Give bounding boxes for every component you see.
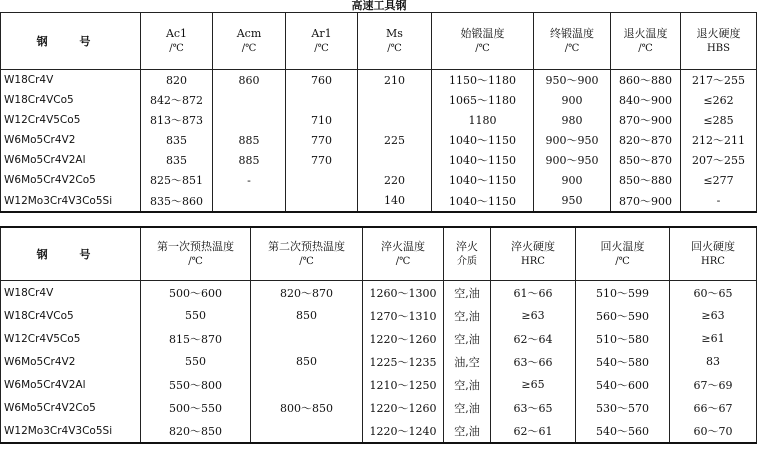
header-row [1, 227, 757, 281]
value-cell: 950～900 [534, 70, 611, 91]
value-cell: 850～870 [611, 150, 681, 170]
value-cell: 油,空 [444, 350, 491, 373]
value-cell: 1220～1260 [363, 396, 444, 419]
column-header [432, 13, 534, 70]
value-cell: 500～600 [141, 281, 251, 305]
value-cell: 63～66 [491, 350, 576, 373]
column-header [444, 227, 491, 281]
value-cell: 813～873 [141, 110, 213, 130]
value-cell: 空,油 [444, 304, 491, 327]
value-cell: 840～900 [611, 90, 681, 110]
critical-temperature-table [0, 12, 757, 213]
value-cell: ≤285 [681, 110, 757, 130]
value-cell: ≥63 [491, 304, 576, 327]
steel-grade-cell: W12Mo3Cr4V3Co5Si [1, 419, 141, 443]
value-cell [251, 419, 363, 443]
value-cell: 1040～1150 [432, 130, 534, 150]
value-cell: ≥61 [670, 327, 757, 350]
value-cell: 210 [358, 70, 432, 91]
table-row [1, 419, 757, 443]
column-header-unit: /℃ [241, 43, 257, 54]
column-header-unit: /℃ [615, 256, 630, 267]
column-header-name: 退火温度 [623, 27, 668, 40]
value-cell: 66～67 [670, 396, 757, 419]
value-cell: 空,油 [444, 281, 491, 305]
column-header [141, 13, 213, 70]
column-header-name: 淬火硬度 [511, 240, 555, 253]
steel-grade-cell: W18Cr4VCo5 [1, 304, 141, 327]
value-cell: 空,油 [444, 396, 491, 419]
table-row [1, 90, 757, 110]
value-cell: 60～65 [670, 281, 757, 305]
column-header [611, 13, 681, 70]
value-cell [251, 327, 363, 350]
value-cell: 62～61 [491, 419, 576, 443]
steel-grade-cell: W18Cr4V [1, 281, 141, 305]
value-cell: 540～560 [576, 419, 670, 443]
column-header-name: 终锻温度 [550, 27, 594, 40]
column-header-name: 回火硬度 [691, 240, 735, 253]
column-header-unit: /℃ [395, 256, 411, 267]
value-cell: 885 [213, 150, 286, 170]
value-cell: 1065～1180 [432, 90, 534, 110]
steel-grade-cell: W6Mo5Cr4V2Al [1, 150, 141, 170]
value-cell: 1270～1310 [363, 304, 444, 327]
value-cell: 825～851 [141, 170, 213, 190]
value-cell [286, 190, 358, 212]
value-cell: 60～70 [670, 419, 757, 443]
column-header [670, 227, 757, 281]
value-cell: 1180 [432, 110, 534, 130]
value-cell: 1210～1250 [363, 373, 444, 396]
table-row [1, 373, 757, 396]
value-cell: 1260～1300 [363, 281, 444, 305]
value-cell: 530～570 [576, 396, 670, 419]
value-cell: 835～860 [141, 190, 213, 212]
value-cell: 500～550 [141, 396, 251, 419]
steel-grade-cell: W12Mo3Cr4V3Co5Si [1, 190, 141, 212]
value-cell: 140 [358, 190, 432, 212]
steel-grade-cell: W12Cr4V5Co5 [1, 327, 141, 350]
value-cell: 1040～1150 [432, 170, 534, 190]
value-cell: 62～64 [491, 327, 576, 350]
column-header-unit: 介质 [457, 256, 477, 267]
column-header [534, 13, 611, 70]
column-header [286, 13, 358, 70]
value-cell [358, 90, 432, 110]
table-row [1, 70, 757, 91]
column-header-unit: /℃ [475, 43, 490, 54]
value-cell: 1040～1150 [432, 150, 534, 170]
value-cell: 800～850 [251, 396, 363, 419]
value-cell: 220 [358, 170, 432, 190]
table-title: 高速工具钢 [351, 0, 407, 12]
column-header-name: 回火温度 [600, 240, 645, 253]
value-cell: 710 [286, 110, 358, 130]
value-cell: 540～580 [576, 350, 670, 373]
value-cell: 870～900 [611, 110, 681, 130]
header-row [1, 13, 757, 70]
value-cell: 760 [286, 70, 358, 91]
value-cell: 1220～1240 [363, 419, 444, 443]
column-header [681, 13, 757, 70]
column-header-unit: /℃ [188, 256, 203, 267]
value-cell: 850 [251, 304, 363, 327]
value-cell [213, 90, 286, 110]
table-row [1, 130, 757, 150]
steel-grade-cell: W18Cr4VCo5 [1, 90, 141, 110]
value-cell: 61～66 [491, 281, 576, 305]
value-cell: 770 [286, 130, 358, 150]
value-cell: 980 [534, 110, 611, 130]
table-row [1, 150, 757, 170]
value-cell: ≥65 [491, 373, 576, 396]
value-cell: 900 [534, 90, 611, 110]
column-header-unit: /℃ [638, 43, 653, 54]
value-cell: ≥63 [670, 304, 757, 327]
value-cell: 820～870 [251, 281, 363, 305]
column-header-name: Ar1 [311, 27, 332, 40]
table-row [1, 281, 757, 305]
column-header-name: 第一次预热温度 [157, 240, 234, 253]
value-cell: 550 [141, 304, 251, 327]
value-cell: 885 [213, 130, 286, 150]
table-row [1, 396, 757, 419]
steel-grade-cell: W6Mo5Cr4V2Co5 [1, 396, 141, 419]
value-cell: 850 [251, 350, 363, 373]
value-cell [286, 90, 358, 110]
value-cell: 空,油 [444, 419, 491, 443]
value-cell: 900～950 [534, 150, 611, 170]
value-cell: 67～69 [670, 373, 757, 396]
column-header [1, 227, 141, 281]
value-cell [251, 373, 363, 396]
table-row [1, 110, 757, 130]
column-header-name: 淬火温度 [381, 240, 425, 253]
value-cell: 1220～1260 [363, 327, 444, 350]
value-cell: 212～211 [681, 130, 757, 150]
value-cell [358, 110, 432, 130]
steel-grade-cell: W6Mo5Cr4V2Al [1, 373, 141, 396]
steel-grade-cell: W12Cr4V5Co5 [1, 110, 141, 130]
steel-grade-cell: W6Mo5Cr4V2 [1, 130, 141, 150]
value-cell: 815～870 [141, 327, 251, 350]
value-cell: ≤262 [681, 90, 757, 110]
value-cell: 550～800 [141, 373, 251, 396]
steel-grade-cell: W18Cr4V [1, 70, 141, 91]
column-header [251, 227, 363, 281]
column-header-name: Acm [236, 27, 262, 40]
value-cell: 1040～1150 [432, 190, 534, 212]
column-header-name: 钢 号 [36, 34, 105, 48]
column-header [141, 227, 251, 281]
column-header-unit: HBS [707, 43, 730, 54]
value-cell: 1225～1235 [363, 350, 444, 373]
value-cell: 83 [670, 350, 757, 373]
value-cell: 207～255 [681, 150, 757, 170]
column-header-unit: /℃ [299, 256, 314, 267]
table-row [1, 350, 757, 373]
value-cell: 550 [141, 350, 251, 373]
value-cell: 900 [534, 170, 611, 190]
column-header-name: Ms [386, 27, 403, 40]
value-cell: 225 [358, 130, 432, 150]
column-header-unit: HRC [521, 256, 545, 267]
value-cell: 1150～1180 [432, 70, 534, 91]
value-cell [286, 170, 358, 190]
value-cell [213, 190, 286, 212]
value-cell: 820～870 [611, 130, 681, 150]
table-row [1, 170, 757, 190]
value-cell: 835 [141, 130, 213, 150]
column-header-unit: HRC [701, 256, 725, 267]
value-cell: 560～590 [576, 304, 670, 327]
table-row [1, 327, 757, 350]
column-header [213, 13, 286, 70]
value-cell [213, 110, 286, 130]
table-row [1, 190, 757, 212]
value-cell: ≤277 [681, 170, 757, 190]
value-cell: 835 [141, 150, 213, 170]
column-header-unit: /℃ [314, 43, 329, 54]
value-cell: 860 [213, 70, 286, 91]
value-cell: 空,油 [444, 373, 491, 396]
value-cell: 770 [286, 150, 358, 170]
value-cell [358, 150, 432, 170]
value-cell: 510～580 [576, 327, 670, 350]
steel-grade-cell: W6Mo5Cr4V2 [1, 350, 141, 373]
column-header-name: 淬火 [456, 240, 478, 253]
value-cell: 870～900 [611, 190, 681, 212]
steel-grade-cell: W6Mo5Cr4V2Co5 [1, 170, 141, 190]
value-cell: 850～880 [611, 170, 681, 190]
value-cell: 540～600 [576, 373, 670, 396]
value-cell: 510～599 [576, 281, 670, 305]
column-header-name: 始锻温度 [460, 27, 505, 40]
value-cell: 820～850 [141, 419, 251, 443]
column-header-unit: /℃ [169, 43, 184, 54]
value-cell: - [213, 170, 286, 190]
table-row [1, 304, 757, 327]
value-cell: 63～65 [491, 396, 576, 419]
value-cell: 空,油 [444, 327, 491, 350]
column-header [363, 227, 444, 281]
value-cell: 842～872 [141, 90, 213, 110]
column-header-unit: /℃ [564, 43, 580, 54]
column-header [1, 13, 141, 70]
column-header-name: 退火硬度 [696, 27, 741, 40]
value-cell: 900～950 [534, 130, 611, 150]
column-header-unit: /℃ [387, 43, 402, 54]
value-cell: - [681, 190, 757, 212]
column-header [576, 227, 670, 281]
heat-treatment-table [0, 226, 757, 444]
value-cell: 217～255 [681, 70, 757, 91]
column-header-name: 第二次预热温度 [268, 240, 345, 253]
value-cell: 860～880 [611, 70, 681, 91]
column-header-name: Ac1 [165, 27, 188, 40]
column-header [358, 13, 432, 70]
value-cell: 820 [141, 70, 213, 91]
column-header-name: 钢 号 [36, 247, 105, 261]
value-cell: 950 [534, 190, 611, 212]
column-header [491, 227, 576, 281]
